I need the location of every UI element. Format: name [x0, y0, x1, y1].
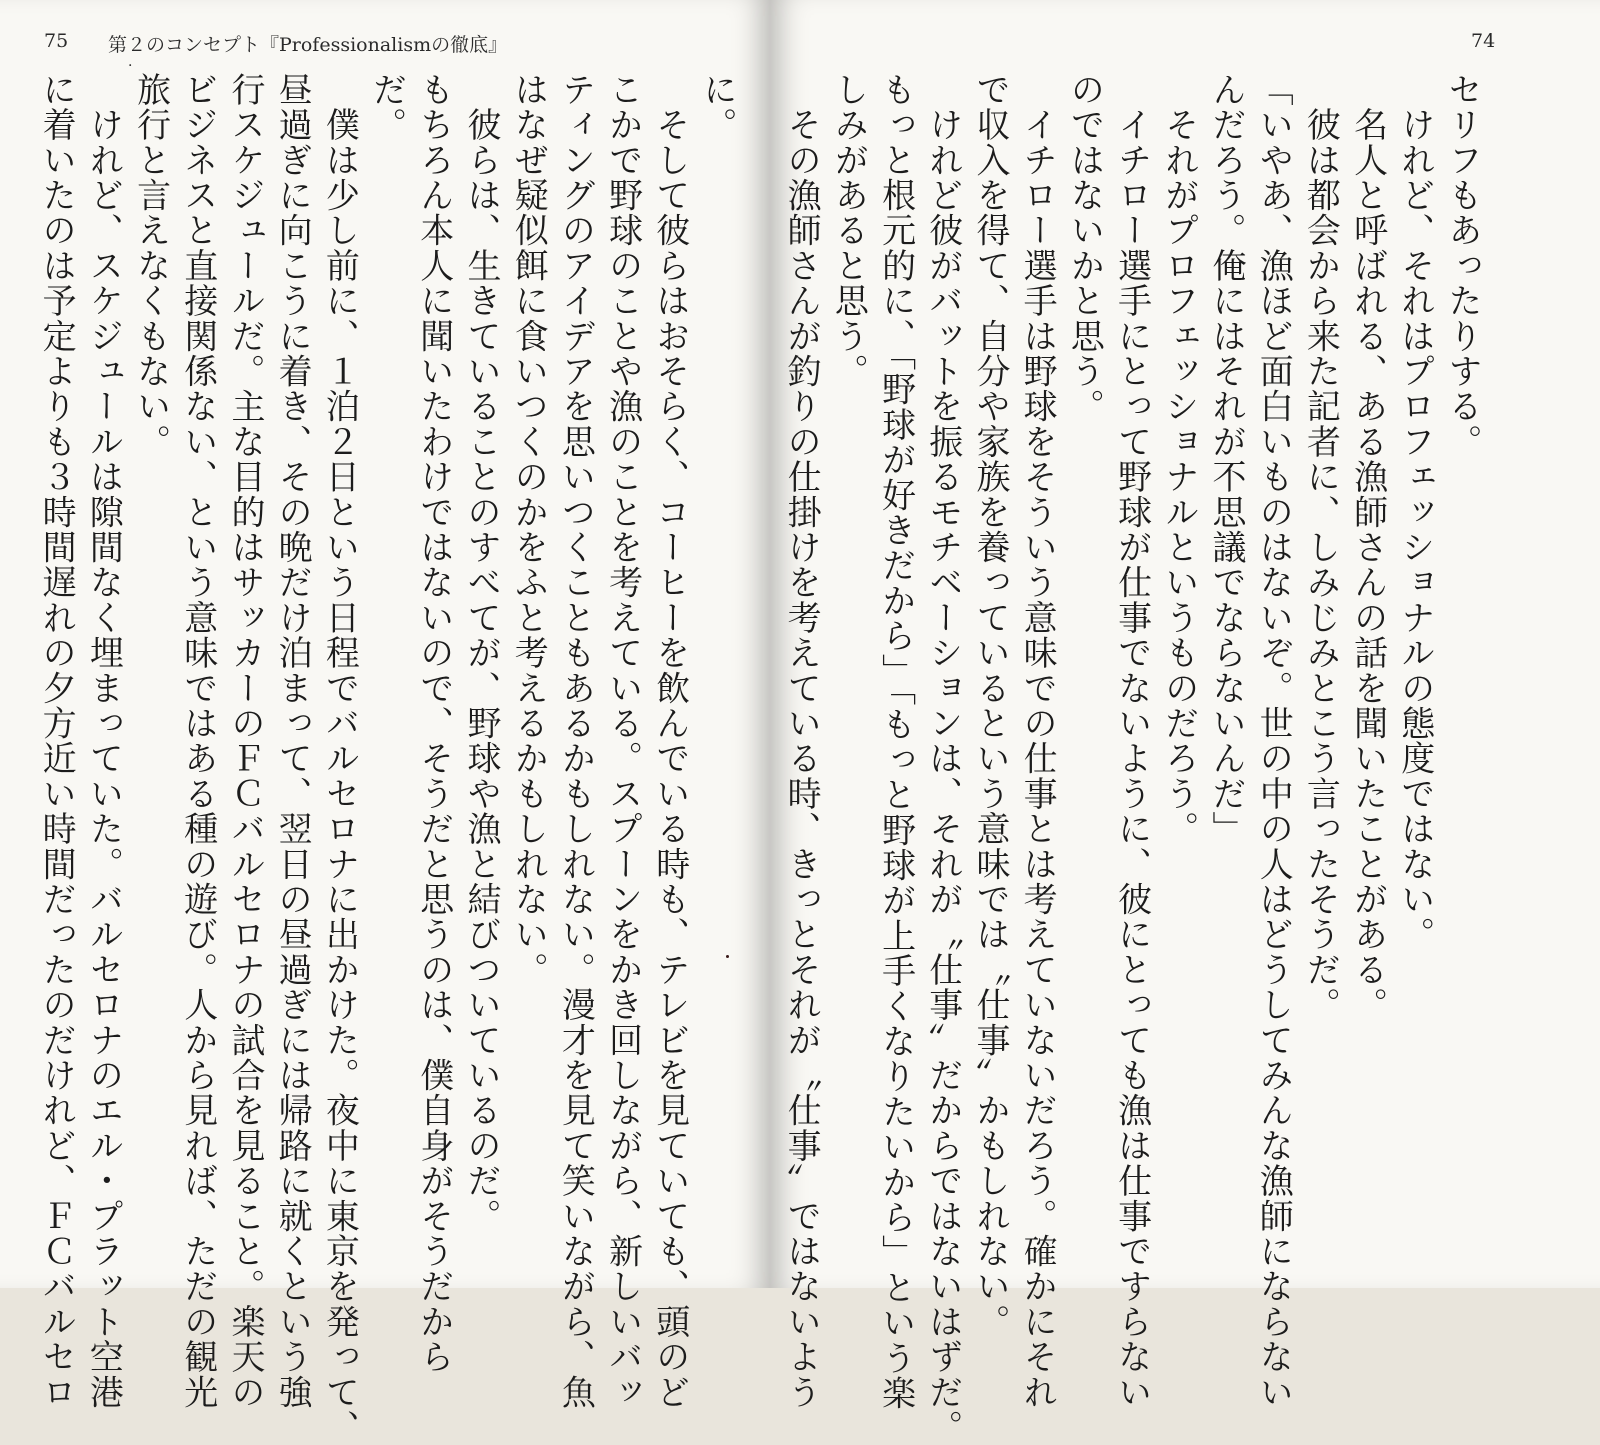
text-line: 彼らは、生きていることのすべてが、野球や漁と結びついているのだ。	[460, 72, 501, 1234]
left-page-body	[36, 72, 740, 1445]
right-page-body	[781, 72, 1485, 1445]
text-line: 僕は少し前に、１泊２日という日程でバルセロナに出かけた。夜中に東京を発って、	[319, 72, 360, 1445]
running-head-text: 第２のコンセプト『Professionalismの徹底』	[108, 34, 508, 56]
text-line: 「いやあ、漁ほど面白いものはないぞ。世の中の人はどうしてみんな漁師にならない	[1253, 72, 1294, 1410]
text-line: に。	[697, 72, 737, 143]
text-line: イチロー選手にとって野球が仕事でないように、彼にとっても漁は仕事ですらない	[1111, 72, 1152, 1410]
text-line: その漁師さんが釣りの仕掛けを考えている時、きっとそれが〝仕事〟ではないよう	[781, 72, 822, 1410]
text-line: 旅行と言えなくもない。	[130, 72, 171, 460]
text-line: もちろん本人に聞いたわけではないので、そうだと思うのは、僕自身がそうだから	[413, 72, 454, 1375]
text-line: けれど彼がバットを振るモチベーションは、それが〝仕事〟だからではないはずだ。	[922, 72, 963, 1445]
text-line: そして彼らはおそらく、コーヒーを飲んでいる時も、テレビを見ていても、頭のど	[649, 72, 690, 1410]
page-number-right: 74	[1471, 30, 1496, 52]
running-head	[108, 30, 508, 74]
text-line: 昼過ぎに向こうに着き、その晩だけ泊まって、翌日の昼過ぎには帰路に就くという強	[272, 72, 313, 1410]
text-line: はなぜ疑似餌に食いつくのかをふと考えるかもしれない。	[508, 72, 549, 988]
text-line: に着いたのは予定よりも３時間遅れの夕方近い時間だったのだけれど、ＦＣバルセロ	[36, 72, 77, 1410]
text-line: だ。	[366, 72, 407, 143]
text-line: 行スケジュールだ。主な目的はサッカーのＦＣバルセロナの試合を見ること。楽天の	[224, 72, 265, 1410]
text-line: んだろう。俺にはそれが不思議でならないんだ」	[1205, 72, 1246, 847]
text-line: セリフもあったりする。	[1442, 72, 1482, 460]
ink-dot: ·	[128, 58, 133, 74]
text-line: 彼は都会から来た記者に、しみじみとこう言ったそうだ。	[1300, 72, 1341, 1023]
text-line: 名人と呼ばれる、ある漁師さんの話を聞いたことがある。	[1347, 72, 1388, 1023]
text-line: で収入を得て、自分や家族を養っているという意味では〝仕事〟かもしれない。	[969, 72, 1010, 1340]
text-line: けれど、それはプロフェッショナルの態度ではない。	[1394, 72, 1435, 952]
page-number-left: 75	[44, 30, 69, 52]
text-line: もっと根元的に、「野球が好きだから」「もっと野球が上手くなりたいから」という楽	[875, 72, 916, 1411]
text-line: こかで野球のことや漁のことを考えている。スプーンをかき回しながら、新しいバッ	[602, 72, 643, 1410]
text-line: のではないかと思う。	[1064, 72, 1105, 424]
text-line: ティングのアイデアを思いつくこともあるかもしれない。漫才を見て笑いながら、魚	[555, 72, 596, 1410]
right-page	[770, 0, 1600, 1445]
text-line: しみがあると思う。	[828, 72, 869, 389]
text-line: ビジネスと直接関係ない、という意味ではある種の遊び。人から見れば、ただの観光	[177, 72, 218, 1410]
text-line: イチロー選手は野球をそういう意味での仕事とは考えていないだろう。確かにそれ	[1017, 72, 1058, 1410]
ink-speck	[726, 955, 729, 958]
text-line: けれど、スケジュールは隙間なく埋まっていた。バルセロナのエル・プラット空港	[83, 72, 124, 1410]
text-line: それがプロフェッショナルというものだろう。	[1158, 72, 1199, 847]
left-page	[0, 0, 770, 1445]
